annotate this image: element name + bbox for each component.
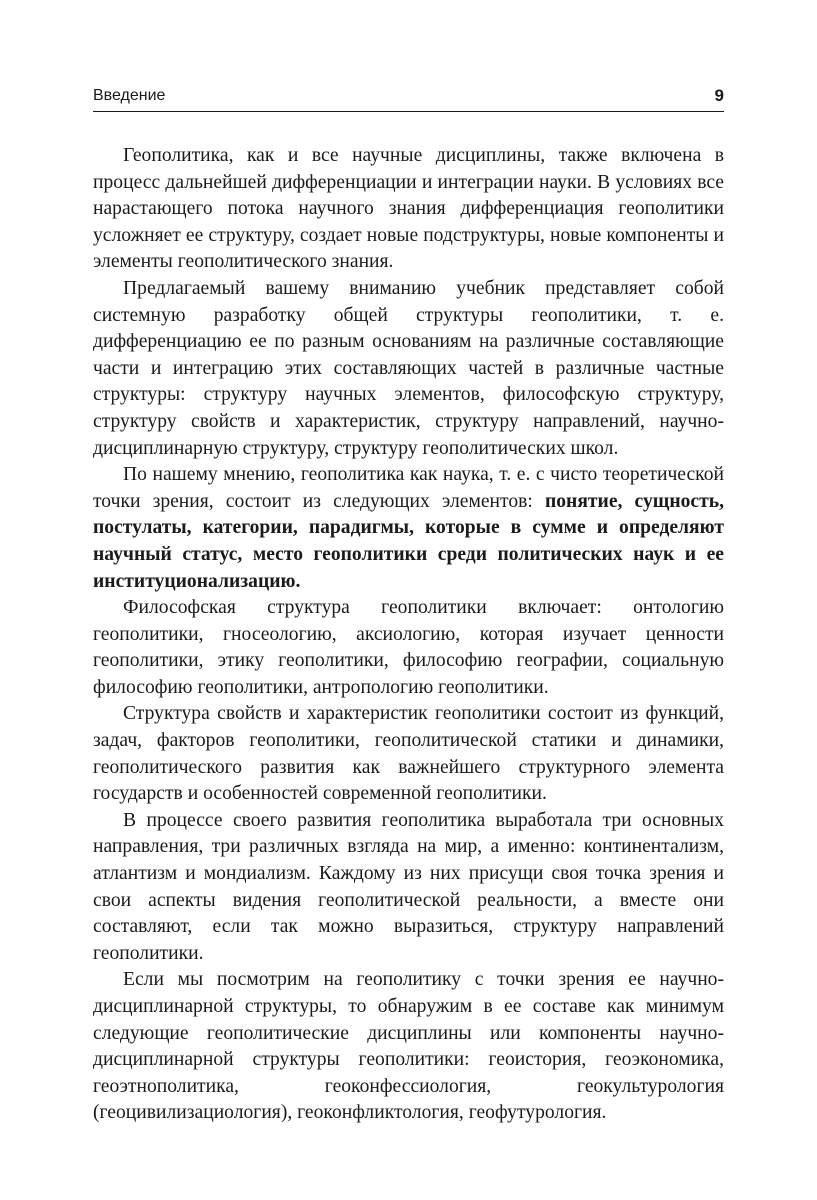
paragraph-text: Предлагаемый вашему вниманию учебник представляет собой системную разработку общей структуры геополитики, т. е. дифференциацию ее по разным основаниям на различные составляющие части и интеграцию этих составляющих частей в различные частные структуры: структуру научных элементов, философскую структуру, структуру свойств и характеристик, структуру направлений, научно-дисциплинарную структуру, структуру геополитических школ. bbox=[93, 277, 724, 459]
paragraph bbox=[93, 462, 724, 595]
running-head bbox=[93, 86, 724, 110]
paragraph bbox=[93, 967, 724, 1127]
paragraph-text: В процессе своего развития геополитика выработала три основных направления, три различных взгляда на мир, а именно: континентализм, атлантизм и мондиализм. Каждому из них присущи своя точка зрения и свои аспекты видения геополитической реальности, а вместе они составляют, если так можно выразиться, структуру направлений геополитики. bbox=[93, 809, 724, 964]
body-text bbox=[93, 143, 724, 1127]
paragraph-text: Геополитика, как и все научные дисциплины, также включена в процесс дальнейшей дифференциации и интеграции науки. В условиях все нарастающего потока научного знания дифференциация геополитики усложняет ее структуру, создает новые подструктуры, новые компоненты и элементы геополитического знания. bbox=[93, 145, 724, 273]
header-rule bbox=[93, 111, 724, 112]
paragraph-text: По нашему мнению, геополитика как наука, т. е. с чисто теоретической точки зрения, состоит из следующих элементов: bbox=[93, 464, 724, 512]
section-title: Введение bbox=[93, 87, 166, 104]
bold-emphasis: понятие, сущность, постулаты, категории, парадигмы, которые в сумме и определяют научный статус, место геополитики среди политических наук и ее институционализацию. bbox=[93, 490, 725, 592]
paragraph bbox=[93, 701, 724, 807]
paragraph bbox=[93, 595, 724, 701]
paragraph bbox=[93, 143, 724, 276]
paragraph-text: Если мы посмотрим на геополитику с точки зрения ее научно-дисциплинарной структуры, то обнаружим в ее составе как минимум следующие геополитические дисциплины или компоненты научно-дисциплинарной структуры геополитики: геоистория, геоэкономика, геоэтнополитика, геоконфессиология, геокультурология (геоцивилизациология), геоконфликтология, геофутурология. bbox=[93, 969, 724, 1124]
paragraph-text: Философская структура геополитики включает: онтологию геополитики, гносеологию, аксиологию, которая изучает ценности геополитики, этику геополитики, философию географии, социальную философию геополитики, антропологию геополитики. bbox=[93, 597, 724, 698]
paragraph-text: Структура свойств и характеристик геополитики состоит из функций, задач, факторов геополитики, геополитической статики и динамики, геополитического развития как важнейшего структурного элемента государств и особенностей современной геополитики. bbox=[93, 703, 724, 805]
paragraph bbox=[93, 276, 724, 462]
paragraph bbox=[93, 808, 724, 968]
page-number: 9 bbox=[714, 86, 724, 105]
